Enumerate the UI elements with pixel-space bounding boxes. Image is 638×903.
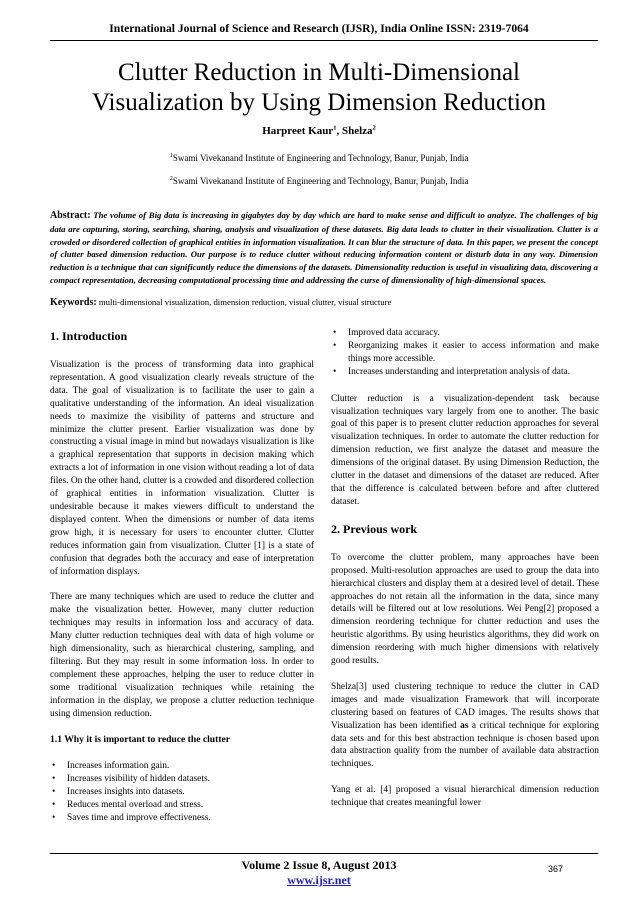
affiliation-2-sup: 2 (169, 175, 173, 182)
previous-work-paragraph-2 (331, 681, 599, 771)
author-2: Shelza (341, 125, 373, 137)
right-column (331, 327, 599, 823)
list-item: • Increases visibility of hidden datasets. (50, 773, 314, 786)
intro-paragraph-1: Visualization is the process of transforming data into graphical representation. A good visualization clearly reveals structure of the data. The goal of visualization is to facilitate the user to gain a qualitative understanding of the information. An ideal visualization needs to maximize the visibility of patterns and structure and minimize the clutter present. Earlier visualization was done by constructing a visual image in mind but nowadays visualization is like a graphical representation that supports in decision making which extracts a lot of information in one vision without reading a lot of data files. On the other hand, clutter is a crowded and disordered collection of graphical entities in information visualization. Clutter is undesirable because it makes viewers difficult to understand the displayed content. When the dimensions or number of data items grow high, it is necessary for users to encounter clutter. Clutter reduces information gain from visualization. Clutter [1] is a state of confusion that degrades both the accuracy and ease of interpretation of information displays. (50, 360, 314, 577)
keywords-label: Keywords: (50, 297, 97, 308)
affiliation-1-text: Swami Vivekanand Institute of Engineering and Technology, Banur, Punjab, India (172, 153, 469, 163)
affiliation-1 (0, 153, 638, 163)
shelza-bold-word: as (460, 720, 469, 731)
title-line-1: Clutter Reduction in Multi-Dimensional (117, 59, 521, 86)
author-1-sup: 1 (333, 124, 337, 132)
keywords (50, 297, 598, 308)
abstract (50, 209, 598, 287)
section-2-heading: 2. Previous work (331, 521, 418, 536)
list-item: • Increases insights into datasets. (50, 786, 314, 799)
shelza-text-a: Shelza[3] used clustering technique to reduce the clutter in CAD images and made visualization Framework that will incorporate clustering based on features of CAD images. The results shows that Visualization has been identified (331, 681, 599, 731)
affiliation-1-sup: 1 (169, 152, 173, 159)
continued-bullet-list (331, 327, 599, 379)
abstract-text: The volume of Big data is increasing in gigabytes day by day which are hard to make sense and difficult to analyze. The challenges of big data are capturing, storing, searching, sharing, analysis and visualization of these datasets. Big data leads to clutter in their visualization. Clutter is a crowded or disordered collection of graphical entities in information visualization. It can blur the structure of data. In this paper, we present the concept of clutter based dimension reduction. Our purpose is to reduce clutter without reducing information content or disturb data in any way. Dimension reduction is a technique that can significantly reduce the dimensions of the datasets. Dimensionality reduction is useful in visualizing data, discovering a compact representation, decreasing computational processing time and addressing the curse of dimensionality of high-dimensional spaces. (50, 210, 598, 285)
previous-work-paragraph-3: Yang et al. [4] proposed a visual hierarchical dimension reduction technique that creates meaningful lower (331, 785, 599, 809)
previous-work-paragraph-1: To overcome the clutter problem, many approaches have been proposed. Multi-resolution approaches are used to group the data into hierarchical clusters and display them at a desired level of detail. These approaches do not retain all the information in the data, since many details will be filtered out at low resolutions. Wei Peng[2] proposed a dimension reordering technique for clutter reduction and uses the heuristic algorithms. By using heuristics algorithms, they did work on dimension reordering with much higher dimensions with relatively good results. (331, 552, 599, 667)
importance-bullet-list (50, 760, 314, 825)
affiliation-2 (0, 176, 638, 186)
shelza-text-b: a critical technique for exploring data sets and for this best abstraction technique is chosen based upon data abstraction quality from the number of available data abstraction techniques. (331, 720, 599, 770)
journal-header: International Journal of Science and Research (IJSR), India Online ISSN: 2319-7064 (109, 22, 529, 35)
clutter-reduction-paragraph: Clutter reduction is a visualization-dependent task because visualization techniques vary largely from one to another. The basic goal of this paper is to present clutter reduction approaches for several visualization techniques. In order to automate the clutter reduction for dimension reduction, we first analyze the dataset and measure the dimensions of the original dataset. By using Dimension Reduction, the clutter in the dataset and dimensions of the dataset are reduced. After that the difference is calculated between before and after cluttered dataset. (331, 393, 599, 507)
keywords-text: multi-dimensional visualization, dimension reduction, visual clutter, visual structure (98, 297, 392, 307)
list-item: • Reorganizing makes it easier to access information and make things more accessible. (331, 340, 599, 366)
author-separator: , (336, 125, 342, 137)
affiliation-2-text: Swami Vivekanand Institute of Engineering and Technology, Banur, Punjab, India (172, 176, 469, 186)
footer-url-link[interactable]: www.ijsr.net (287, 873, 351, 887)
footer-volume: Volume 2 Issue 8, August 2013 (241, 858, 397, 872)
header-rule (50, 40, 598, 41)
footer-rule (50, 853, 598, 854)
left-column (50, 329, 314, 825)
intro-paragraph-2: There are many techniques which are used to reduce the clutter and make the visualization better. However, many clutter reduction techniques may results in information loss and accuracy of data. Many clutter reduction techniques deal with data of high volume or high dimensionality, such as hierarchical clustering, sampling, and filtering. But they may result in some information loss. In order to complement these approaches, helping the user to reduce clutter in some traditional visualization techniques while retaining the information in the display, we propose a clutter reduction technique using dimension reduction. (50, 592, 314, 719)
list-item: • Improved data accuracy. (331, 327, 599, 340)
page-number: 367 (548, 864, 564, 874)
title-line-2: Visualization by Using Dimension Reduction (91, 89, 546, 116)
author-1: Harpreet Kaur (262, 125, 334, 137)
list-item: • Saves time and improve effectiveness. (50, 812, 314, 825)
authors (0, 125, 638, 137)
list-item: • Increases information gain. (50, 760, 314, 773)
subsection-1-1-heading: 1.1 Why it is important to reduce the clutter (50, 734, 231, 746)
author-2-sup: 2 (372, 124, 376, 132)
paper-title (40, 58, 598, 118)
abstract-label: Abstract: (50, 210, 91, 221)
list-item: • Increases understanding and interpretation analysis of data. (331, 366, 599, 379)
section-1-heading: 1. Introduction (50, 329, 128, 343)
list-item: • Reduces mental overload and stress. (50, 799, 314, 812)
